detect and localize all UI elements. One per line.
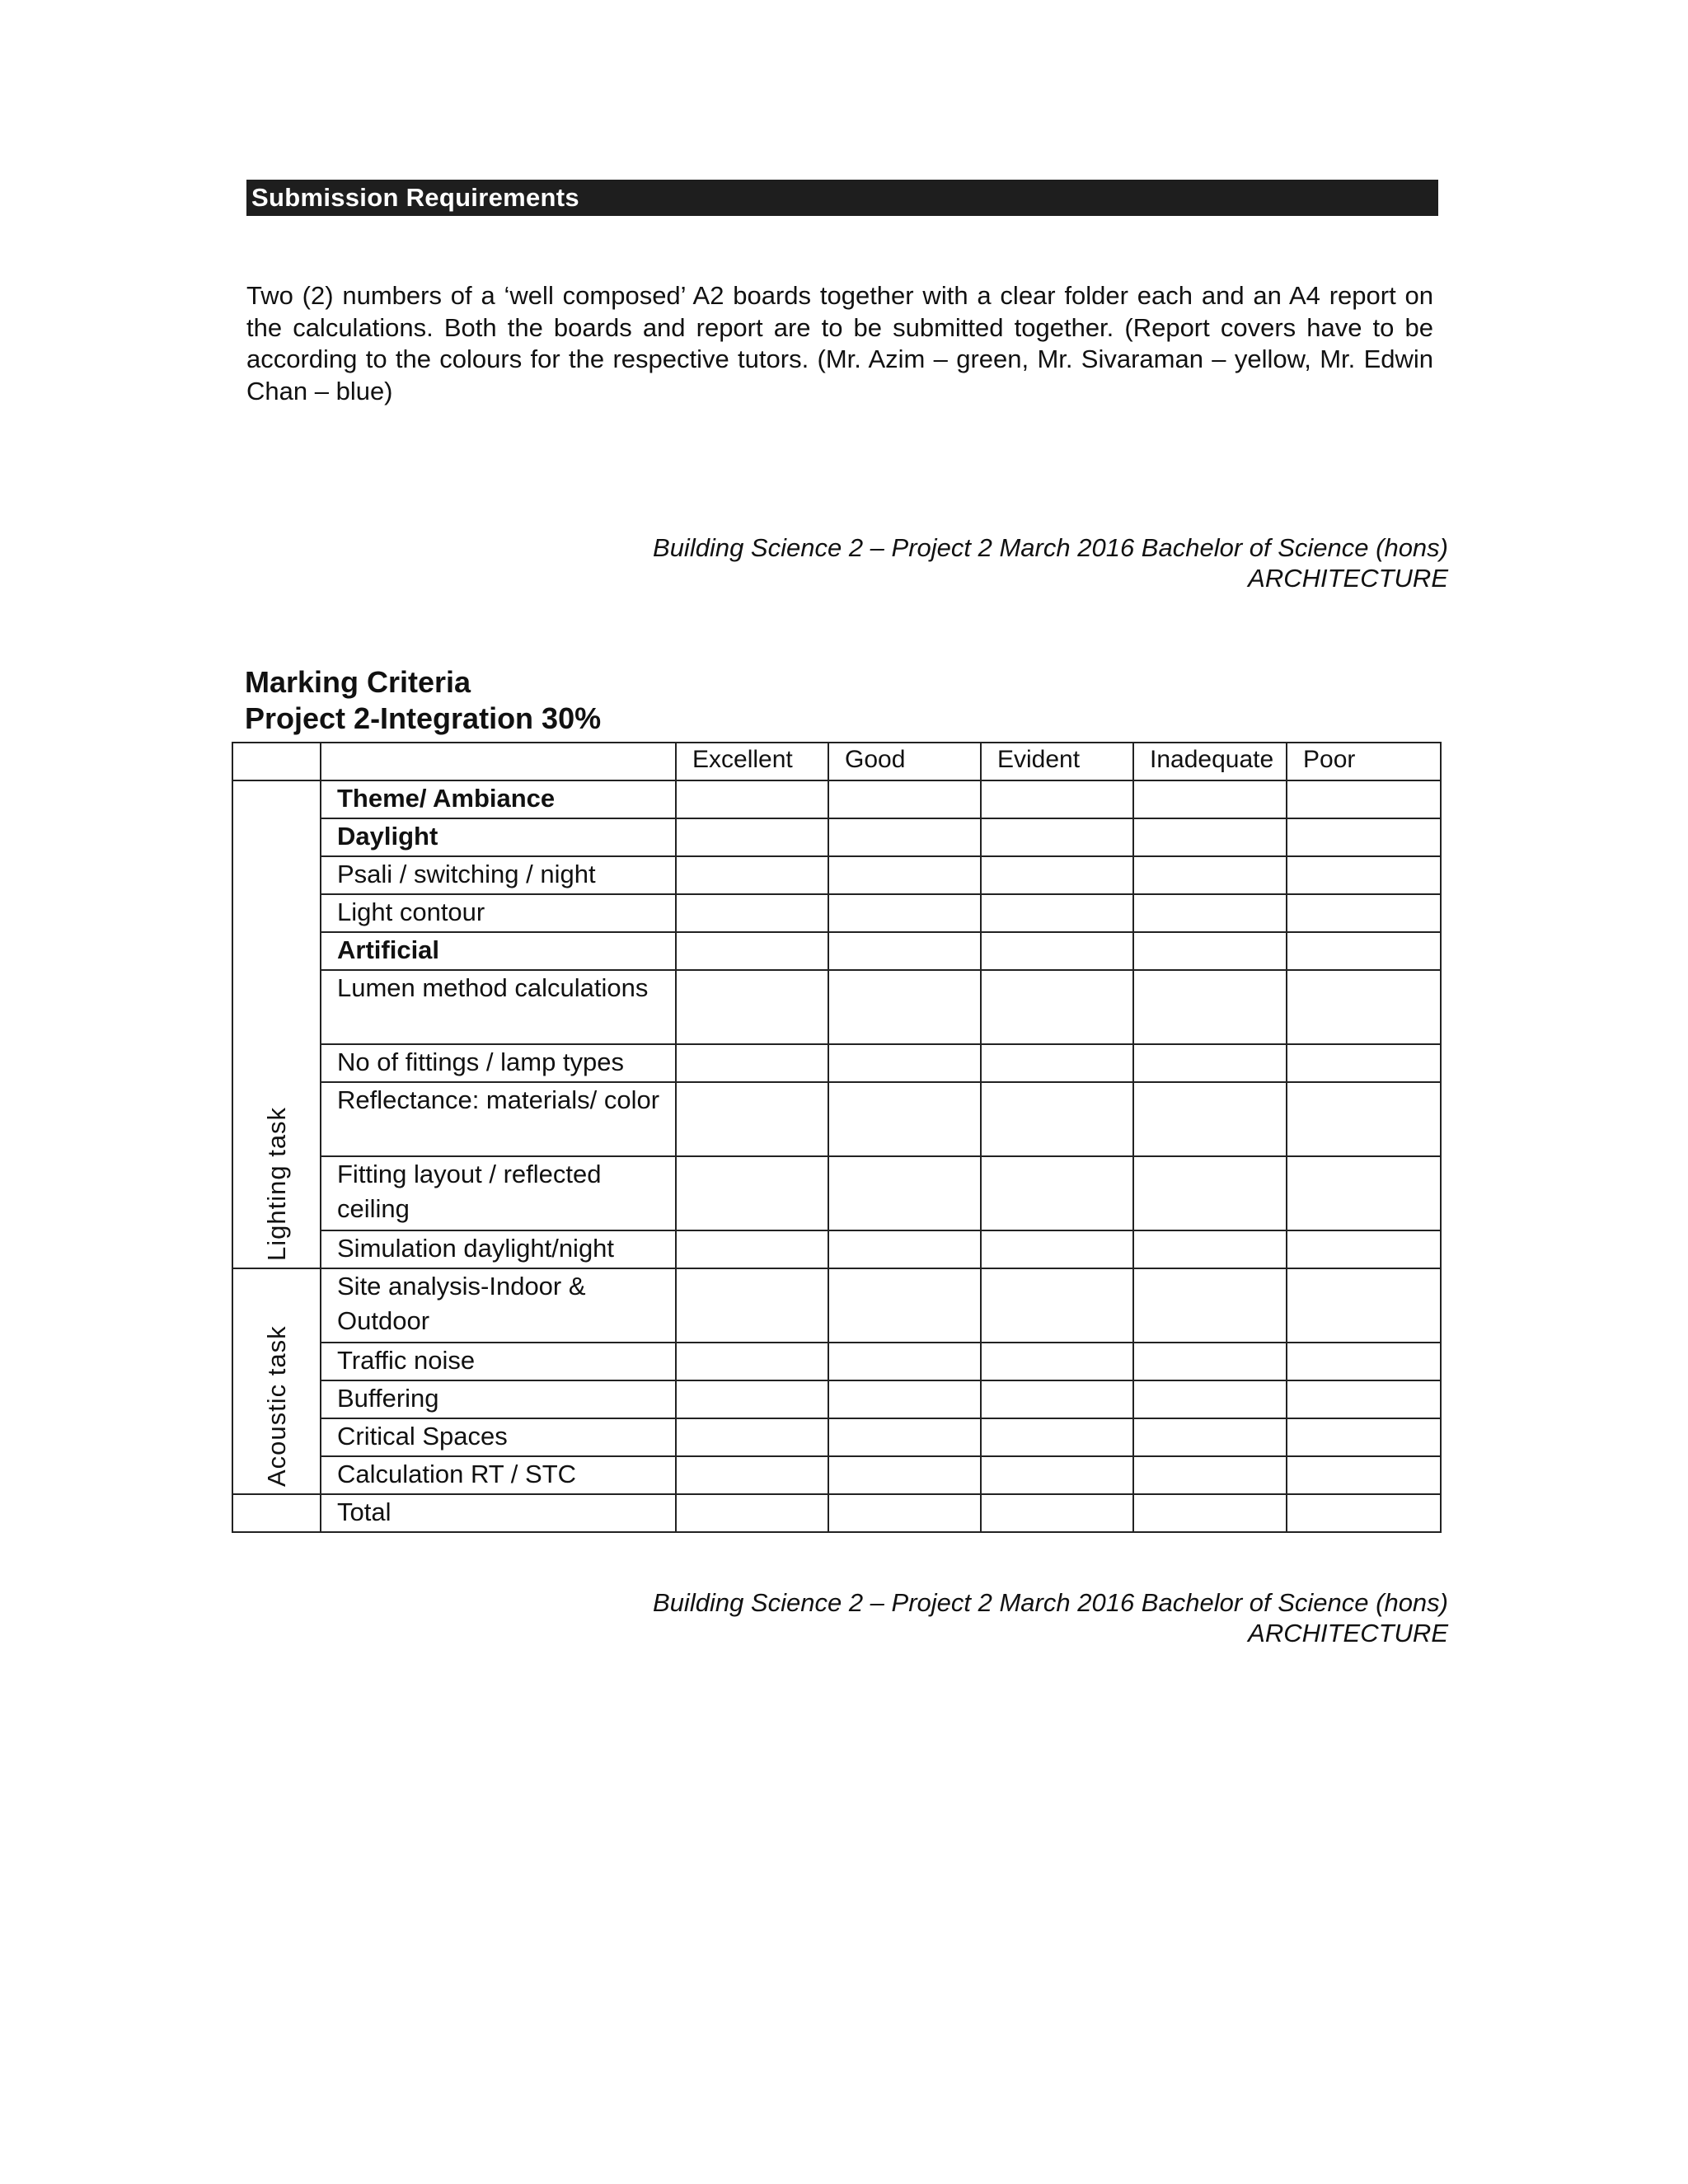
marking-criteria-table (232, 742, 1442, 1533)
marking-criteria-title: Marking Criteria (245, 665, 471, 699)
criterion-label: Simulation daylight/night (321, 1230, 676, 1268)
table-row (232, 856, 1441, 894)
column-header: Excellent (676, 743, 828, 780)
lighting-task-label: Lighting task (261, 1106, 291, 1261)
criterion-label: Critical Spaces (321, 1418, 676, 1456)
lighting-task-group-cell (232, 780, 321, 1268)
table-row (232, 1156, 1441, 1230)
table-row (232, 1418, 1441, 1456)
footer-programme-line: ARCHITECTURE (1248, 564, 1448, 593)
criterion-label: Light contour (321, 894, 676, 932)
criterion-label: Traffic noise (321, 1343, 676, 1380)
header-blank-cell (321, 743, 676, 780)
criterion-label: Buffering (321, 1380, 676, 1418)
acoustic-task-group-cell (232, 1268, 321, 1494)
table-header-row (232, 743, 1441, 780)
criterion-label: Lumen method calculations (321, 970, 676, 1044)
table-row (232, 1494, 1441, 1532)
table-row (232, 1230, 1441, 1268)
marking-criteria-subtitle: Project 2-Integration 30% (245, 701, 602, 735)
criterion-label: Artificial (321, 932, 676, 970)
column-header: Inadequate (1133, 743, 1287, 780)
page-footer-1 (459, 532, 1448, 593)
total-blank-cell (232, 1494, 321, 1532)
criterion-label: Theme/ Ambiance (321, 780, 676, 818)
table-row (232, 1456, 1441, 1494)
footer-course-line: Building Science 2 – Project 2 March 2016 Bachelor of Science (hons) (653, 1588, 1448, 1617)
criterion-label: Daylight (321, 818, 676, 856)
total-label: Total (321, 1494, 676, 1532)
table-row (232, 1082, 1441, 1156)
table-row (232, 1268, 1441, 1343)
table-row (232, 1044, 1441, 1082)
criterion-label: Site analysis-Indoor & Outdoor (321, 1268, 676, 1343)
criterion-label: Reflectance: materials/ color (321, 1082, 676, 1156)
table-row (232, 1380, 1441, 1418)
column-header: Poor (1287, 743, 1441, 780)
page-footer-2 (459, 1587, 1448, 1648)
criterion-label: Fitting layout / reflected ceiling (321, 1156, 676, 1230)
header-blank-cell (232, 743, 321, 780)
column-header: Evident (981, 743, 1133, 780)
acoustic-task-label: Acoustic task (261, 1325, 291, 1487)
table-row (232, 780, 1441, 818)
column-header: Good (828, 743, 981, 780)
footer-programme-line: ARCHITECTURE (1248, 1619, 1448, 1647)
table-row (232, 1343, 1441, 1380)
table-row (232, 970, 1441, 1044)
table-row (232, 818, 1441, 856)
table-row (232, 894, 1441, 932)
criterion-label: Calculation RT / STC (321, 1456, 676, 1494)
submission-requirements-heading: Submission Requirements (246, 180, 1438, 216)
table-row (232, 932, 1441, 970)
footer-course-line: Building Science 2 – Project 2 March 2016 Bachelor of Science (hons) (653, 533, 1448, 562)
criterion-label: No of fittings / lamp types (321, 1044, 676, 1082)
submission-requirements-text: Two (2) numbers of a ‘well composed’ A2 boards together with a clear folder each and an A4 report on the calculations. Both the boards and report are to be submitted together. (Report covers have to be according to the colours for the respective tutors. (Mr. Azim – green, Mr. Sivaraman – yellow, Mr. Edwin Chan – blue) (246, 281, 1433, 405)
criterion-label: Psali / switching / night (321, 856, 676, 894)
